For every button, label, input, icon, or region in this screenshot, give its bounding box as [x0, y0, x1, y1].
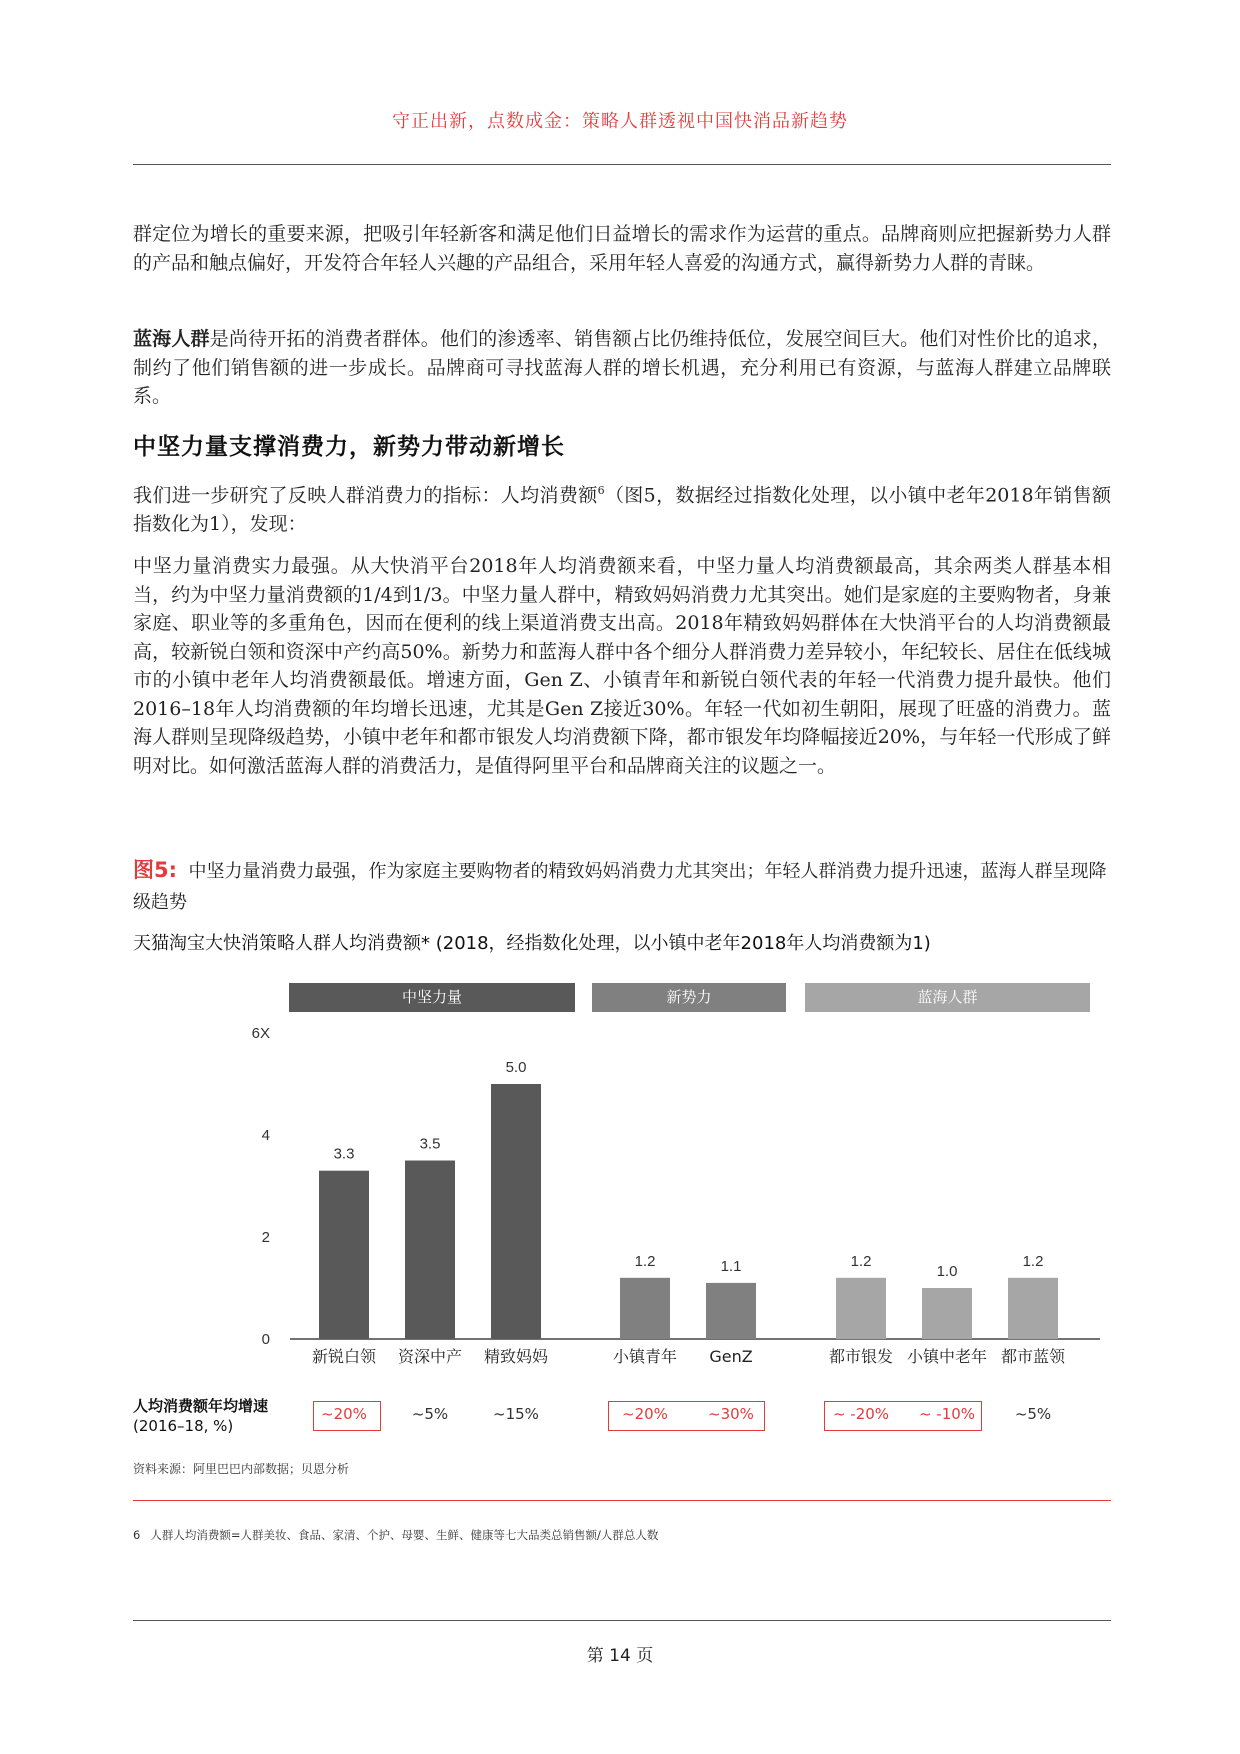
growth-label-sub: (2016–18, %): [133, 1417, 234, 1435]
bar-value-label: 1.2: [634, 1252, 656, 1270]
footnote-number: 6: [133, 1528, 141, 1542]
bar: [405, 1161, 455, 1340]
figure-label: 图5:: [133, 858, 178, 882]
growth-value: ~ -20%: [832, 1405, 890, 1423]
paragraph-1: 群定位为增长的重要来源，把吸引年轻新客和满足他们日益增长的需求作为运营的重点。品牌商则应把握新势力人群的产品和触点偏好，开发符合年轻人兴趣的产品组合，采用年轻人喜爱的沟通方式，赢得新势力人群的青睐。: [133, 223, 1111, 274]
y-tick-label: 0: [261, 1331, 270, 1348]
growth-value: ~20%: [321, 1405, 367, 1423]
bar-value-label: 1.1: [720, 1257, 742, 1275]
y-tick-label: 6X: [251, 1025, 270, 1042]
bar: [620, 1278, 670, 1339]
growth-value: ~15%: [493, 1405, 539, 1423]
footer-divider: [133, 1620, 1111, 1621]
footnote-text: 人群人均消费额=人群美妆、食品、家清、个护、母婴、生鲜、健康等七大品类总销售额/人群总人数: [150, 1528, 659, 1542]
growth-label-main: 人均消费额年均增速: [133, 1397, 269, 1415]
x-category-label: 都市银发: [828, 1347, 894, 1366]
bar: [706, 1283, 756, 1339]
x-category-label: 资深中产: [397, 1347, 463, 1366]
bar-value-label: 5.0: [505, 1059, 527, 1076]
bar: [1008, 1278, 1058, 1339]
bar: [319, 1171, 369, 1339]
footnote: [133, 1527, 658, 1543]
x-category-label: 都市蓝领: [1000, 1347, 1066, 1366]
y-tick-label: 4: [261, 1127, 270, 1144]
bar: [491, 1084, 541, 1339]
x-category-label: 精致妈妈: [483, 1347, 549, 1366]
x-category-label: 新锐白领: [311, 1347, 377, 1366]
chart-title: 天猫淘宝大快消策略人群人均消费额* (2018，经指数化处理，以小镇中老年2018年人均消费额为1): [133, 933, 931, 954]
group-header-blue-ocean: 蓝海人群: [805, 983, 1090, 1012]
figure-caption-text: 中坚力量消费力最强，作为家庭主要购物者的精致妈妈消费力尤其突出；年轻人群消费力提升迅速，蓝海人群呈现降级趋势: [133, 861, 1107, 913]
growth-value: ~20%: [622, 1405, 668, 1423]
footnote-ref: 6: [597, 484, 605, 497]
section-heading: 中坚力量支撑消费力，新势力带动新增长: [133, 434, 565, 460]
page-number: 第 14 页: [586, 1646, 654, 1666]
paragraph-4: 中坚力量消费实力最强。从大快消平台2018年人均消费额来看，中坚力量人均消费额最高，其余两类人群基本相当，约为中坚力量消费额的1/4到1/3。中坚力量人群中，精致妈妈消费力尤其突出。她们是家庭的主要购物者，身兼家庭、职业等的多重角色，因而在便利的线上渠道消费支出高。2018年精致妈妈群体在大快消平台的人均消费额最高，较新锐白领和资深中产约高50%。新势力和蓝海人群中各个细分人群消费力差异较小，年纪较长、居住在低线城市的小镇中老年人均消费额最低。增速方面，Gen Z、小镇青年和新锐白领代表的年轻一代消费力提升最快。他们2016–18年人均消费额的年均增长迅速，尤其是Gen Z接近30%。年轻一代如初生朝阳，展现了旺盛的消费力。蓝海人群则呈现降级趋势，小镇中老年和都市银发人均消费额下降，都市银发年均降幅接近20%，与年轻一代形成了鲜明对比。如何激活蓝海人群的消费活力，是值得阿里平台和品牌商关注的议题之一。: [133, 555, 1111, 777]
source-note: 资料来源：阿里巴巴内部数据；贝恩分析: [133, 1462, 350, 1476]
bar: [836, 1278, 886, 1339]
group-header-core: 中坚力量: [289, 983, 575, 1012]
paragraph-2-bold-term: 蓝海人群: [133, 328, 210, 350]
header-title: 守正出新，点数成金：策略人群透视中国快消品新趋势: [392, 111, 848, 132]
growth-label: [133, 1396, 268, 1436]
y-tick-label: 2: [261, 1229, 270, 1246]
paragraph-3-text-b: （图5，数据经过指数化处理，以小镇中老年2018年销售额指数化为1），发现：: [133, 484, 1111, 535]
bar-value-label: 1.0: [936, 1263, 958, 1280]
group-header-new-force: 新势力: [592, 983, 786, 1012]
growth-value: ~5%: [1014, 1405, 1052, 1423]
bar-value-label: 1.2: [850, 1252, 872, 1270]
bar-value-label: 1.2: [1022, 1252, 1044, 1270]
footnote-divider: [133, 1500, 1111, 1501]
growth-value: ~5%: [411, 1405, 449, 1423]
bar-value-label: 3.3: [333, 1145, 355, 1163]
growth-value: ~ -10%: [918, 1405, 976, 1423]
paragraph-3-text-a: 我们进一步研究了反映人群消费力的指标：人均消费额: [133, 484, 598, 507]
growth-value: ~30%: [708, 1405, 754, 1423]
bar: [922, 1288, 972, 1339]
x-category-label: GenZ: [709, 1347, 753, 1366]
x-category-label: 小镇中老年: [906, 1347, 988, 1366]
bar-value-label: 3.5: [419, 1135, 441, 1153]
x-category-label: 小镇青年: [612, 1347, 678, 1366]
paragraph-2-text: 是尚待开拓的消费者群体。他们的渗透率、销售额占比仍维持低位，发展空间巨大。他们对性价比的追求，制约了他们销售额的进一步成长。品牌商可寻找蓝海人群的增长机遇，充分利用已有资源，与蓝海人群建立品牌联系。: [133, 328, 1111, 407]
